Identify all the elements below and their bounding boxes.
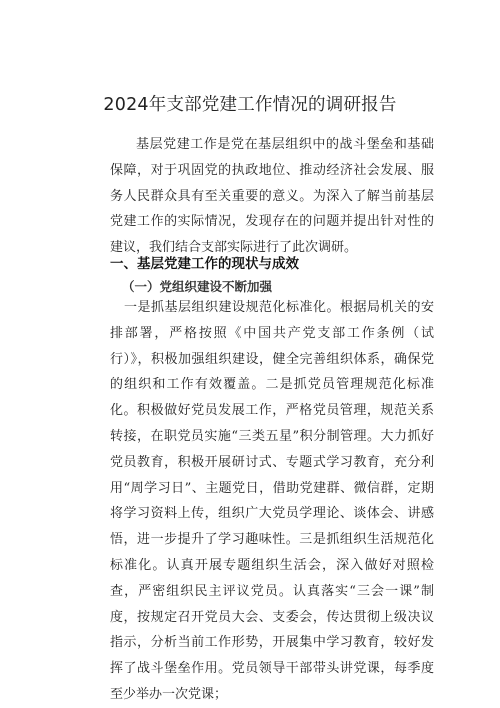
intro-paragraph: 基层党建工作是党在基层组织中的战斗堡垒和基础保障，对于巩固党的执政地位、推动经济社会发展、服务人民群众具有至关重要的意义。为深入了解当前基层党建工作的实际情况，发现存在的问题并提出针对性的建议，我们结合支部实际进行了此次调研。 <box>110 137 434 256</box>
body-paragraph: 一是抓基层组织建设规范化标准化。根据局机关的安排部署，严格按照《中国共产党支部工作条例（试行）》，积极加强组织建设，健全完善组织体系，确保党的组织和工作有效覆盖。二是抓党员管理规范化标准化。积极做好党员发展工作，严格党员管理，规范关系转接，在职党员实施“三类五星”积分制管理。大力抓好党员教育，积极开展研讨式、专题式学习教育，充分利用“周学习日”、主题党日，借助党建群、微信群，定期将学习资料上传，组织广大党员学理论、谈体会、讲感悟，进一步提升了学习趣味性。三是抓组织生活规范化标准化。认真开展专题组织生活会，深入做好对照检查，严密组织民主评议党员。认真落实“三会一课”制度，按规定召开党员大会、支委会，传达贯彻上级决议指示，分析当前工作形势，开展集中学习教育，较好发挥了战斗堡垒作用。党员领导干部带头讲党课，每季度至少举办一次党课； <box>110 300 434 702</box>
section-heading: 一、基层党建工作的现状与成效 <box>110 256 299 272</box>
subsection-heading: （一）党组织建设不断加强 <box>122 279 273 294</box>
document-title: 2024年支部党建工作情况的调研报告 <box>103 95 397 115</box>
